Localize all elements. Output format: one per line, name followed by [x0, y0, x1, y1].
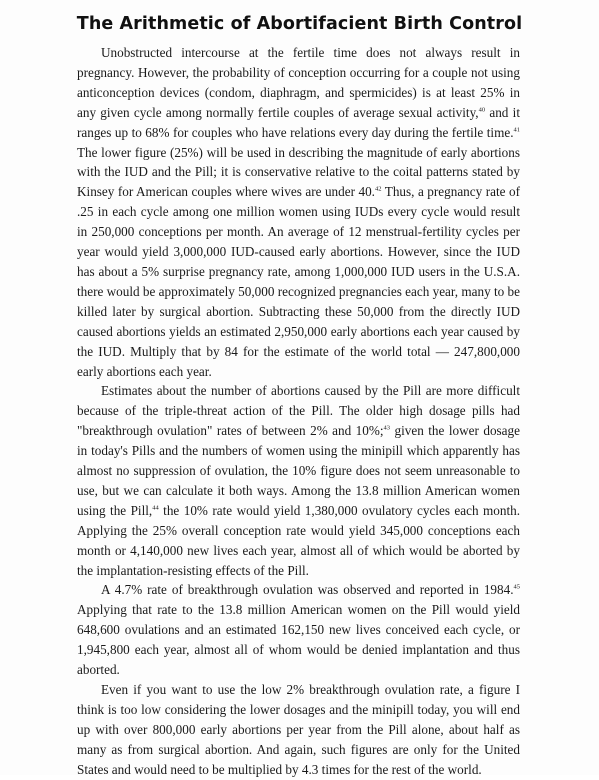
footnote-ref: 45 — [513, 584, 520, 592]
paragraph — [77, 580, 520, 680]
paragraph-text: The lower figure (25%) will be used in describing the magnitude of early abortions with the IUD and the Pill; it is conservative relative to the coital patterns stated by Kinsey for American couples where wives are under 40. — [77, 144, 520, 200]
paragraph-text: A 4.7% rate of breakthrough ovulation was observed and reported in 1984. — [101, 582, 514, 598]
paragraph — [77, 381, 520, 580]
footnote-ref: 43 — [383, 424, 391, 432]
footnote-ref: 41 — [513, 126, 520, 134]
paragraph-text: Applying that rate to the 13.8 million American women on the Pill would yield 648,600 ovulations and an estimated 162,150 new lives conceived each cycle, or 1,945,800 each year, almost all of whom would be denied implantation and thus aborted. — [77, 602, 520, 678]
article-body — [77, 43, 520, 780]
footnote-ref: 44 — [152, 504, 159, 512]
paragraph-text: the 10% rate would yield 1,380,000 ovulatory cycles each month. Applying the 25% overall conception rate would yield 345,000 conceptions each month or 4,140,000 new lives each year, almost all of which would be aborted by the implantation-resisting effects of the Pill. — [77, 502, 521, 578]
paragraph-text: Thus, a pregnancy rate of .25 in each cycle among one million women using IUDs every cycle would result in 250,000 conceptions per month. An average of 12 menstrual-fertility cycles per year would yield 3,000,000 IUD-caused early abortions. However, since the IUD has about a 5% surprise pregnancy rate, among 1,000,000 IUD users in the U.S.A. there would be approximately 50,000 recognized pregnancies each year, many to be killed later by surgical abortion. Subtracting these 50,000 from the directly IUD caused abortions yields an estimated 2,950,000 early abortions each year caused by the IUD. Multiply that by 84 for the estimate of the world total — 247,800,000 early abortions each year. — [77, 184, 520, 379]
paragraph-text: and it ranges up to 68% for couples who have relations every day during the fertile time. — [77, 104, 520, 140]
footnote-ref: 42 — [374, 185, 382, 193]
footnote-ref: 40 — [478, 106, 486, 114]
paragraph — [77, 43, 520, 381]
paragraph-text: Even if you want to use the low 2% breakthrough ovulation rate, a figure I think is too low considering the lower dosages and the minipill today, you will end up with over 800,000 early abortions per year from the Pill alone, about half as many as from surgical abortion. And again, such figures are only for the United States and would need to be multiplied by 4.3 times for the rest of the world. — [77, 682, 520, 777]
page-title: The Arithmetic of Abortifacient Birth Control — [76, 14, 523, 34]
paragraph-text: Unobstructed intercourse at the fertile time does not always result in pregnancy. However, the probability of conception occurring for a couple not using anticonception devices (condom, diaphragm, and spermicides) is at least 25% in any given cycle among normally fertile couples of average sexual activity, — [77, 45, 520, 120]
paragraph — [77, 680, 520, 780]
paragraph-text: Estimates about the number of abortions caused by the Pill are more difficult because of the triple-threat action of the Pill. The older high dosage pills had "breakthrough ovulation" rates of between 2% and 10%; — [77, 383, 520, 439]
paragraph-text: given the lower dosage in today's Pills and the numbers of women using the minipill which apparently has almost no suppression of ovulation, the 10% figure does not seem unreasonable to use, but we can calculate it both ways. Among the 13.8 million American women using the Pill, — [77, 423, 520, 518]
